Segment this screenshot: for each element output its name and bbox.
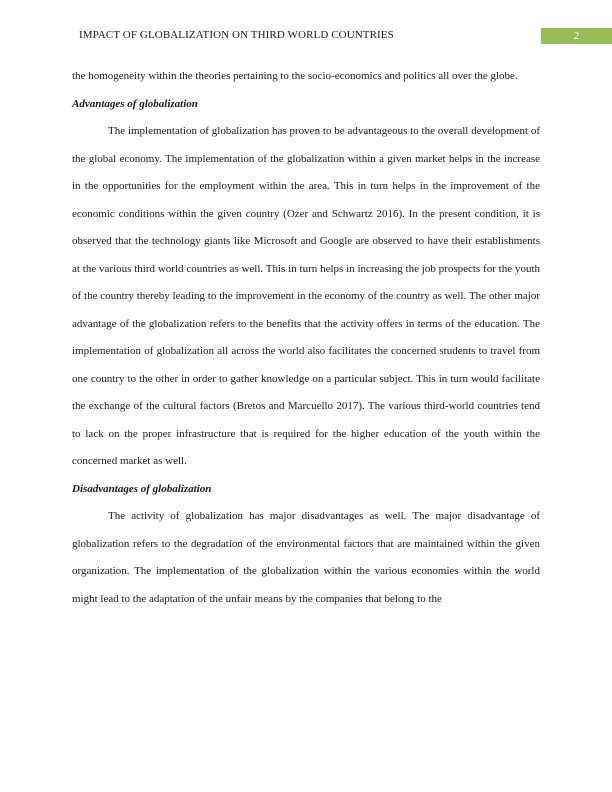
advantages-paragraph: The implementation of globalization has proven to be advantageous to the overall development of the global economy. The implementation of the globalization within a given market helps in the increase in the opportunities for the employment within the area. This in turn helps in the improvement of the economic conditions within the given country (Ozer and Schwartz 2016). In the present condition, it is observed that the technology giants like Microsoft and Google are observed to have their establishments at the various third world countries as well. This in turn helps in increasing the job prospects for the youth of the country thereby leading to the improvement in the economy of the country as well. The other major advantage of the globalization refers to the benefits that the activity offers in terms of the education. The implementation of globalization all across the world also facilitates the concerned students to travel from one country to the other in order to gather knowledge on a particular subject. This in turn would facilitate the exchange of the cultural factors (Bretos and Marcuello 2017). The various third-world countries tend to lack on the proper infrastructure that is required for the higher education of the youth within the concerned market as well. [72,125,540,467]
page-number-badge: 2 [541,28,612,44]
disadvantages-paragraph: The activity of globalization has major disadvantages as well. The major disadvantage of globalization refers to the degradation of the environmental factors that are maintained within the given organization. The implementation of the globalization within the various economies within the world might lead to the adaptation of the unfair means by the companies that belong to the [72,510,540,605]
disadvantages-heading: Disadvantages of globalization [72,482,212,495]
running-header-title: IMPACT OF GLOBALIZATION ON THIRD WORLD COUNTRIES [79,29,394,41]
document-body [72,63,540,613]
continuation-paragraph: the homogeneity within the theories pertaining to the socio-economics and politics all over the globe. [72,70,518,82]
advantages-heading: Advantages of globalization [72,97,198,110]
